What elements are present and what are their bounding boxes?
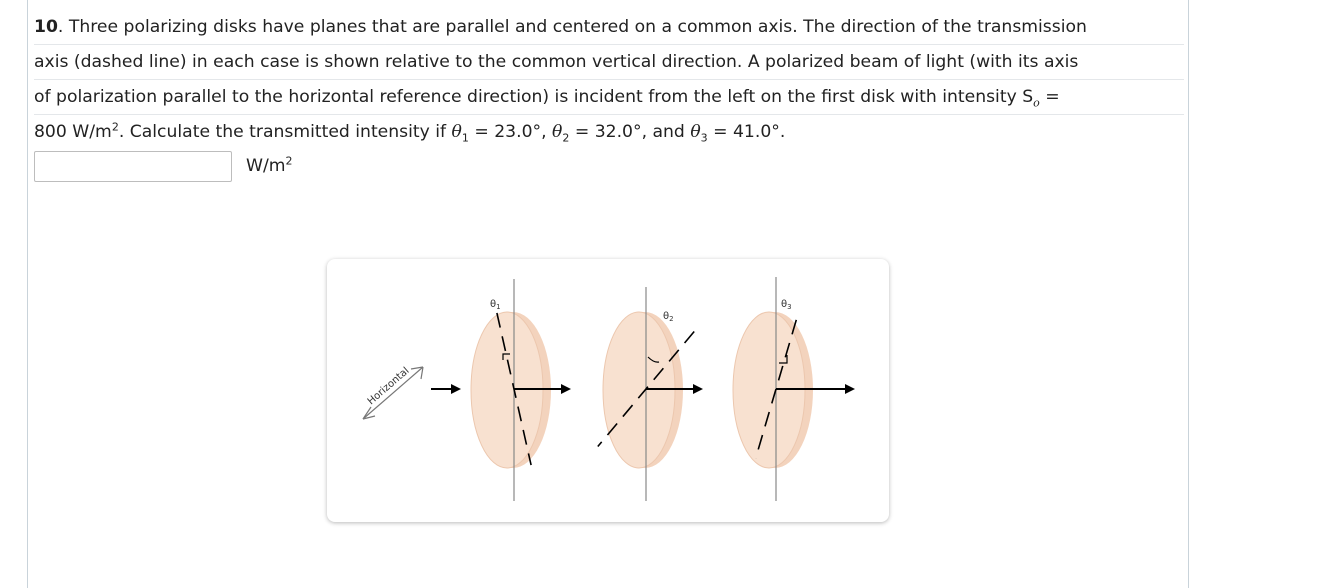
polarizer-disk-2 — [598, 287, 701, 501]
question-text — [34, 10, 1184, 149]
question-line-3: of polarization parallel to the horizontal reference direction) is incident from the left on the first disk with intensity $S_o$ = — [34, 80, 1184, 115]
polarizer-figure — [327, 259, 889, 522]
theta-label-1: $\theta_1$ — [490, 299, 501, 311]
theta-label-2: $\theta_2$ — [663, 311, 674, 323]
question-line-2: axis (dashed line) in each case is shown relative to the common vertical direction. A polarized beam of light (with its axis — [34, 45, 1184, 80]
answer-unit: $W/m^2$ — [246, 154, 293, 176]
question-number: 10 — [34, 17, 58, 37]
polarizer-disk-3 — [733, 277, 853, 501]
question-line-1: 10. Three polarizing disks have planes that are parallel and centered on a common axis. The direction of the transmission — [34, 10, 1184, 45]
polarizer-diagram — [327, 259, 889, 522]
theta-label-3: $\theta_3$ — [781, 299, 792, 311]
question-line-4: 800 $W/m^2$. Calculate the transmitted intensity if $\theta_1 = 23.0^\circ$, $\theta_2 = 32.0^\circ$, and $\theta_3 = 41.0^\circ$. — [34, 120, 786, 145]
answer-input[interactable] — [34, 151, 232, 182]
horizontal-reference-arrow — [363, 365, 423, 419]
horizontal-label: Horizontal — [365, 365, 412, 408]
polarizer-disk-1 — [471, 279, 569, 501]
